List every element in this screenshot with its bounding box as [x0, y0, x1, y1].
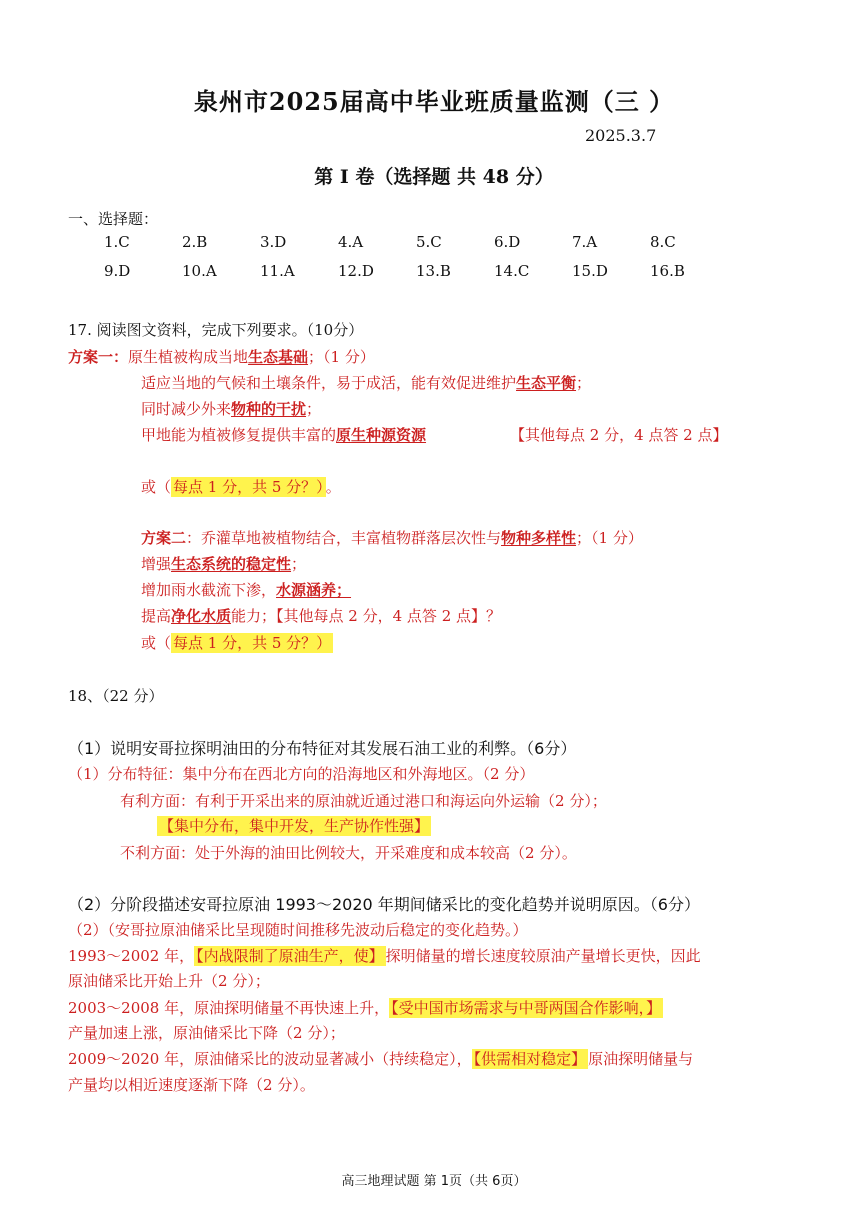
- exam-date: 2025.3.7: [585, 126, 657, 145]
- keyword: 物种多样性: [501, 529, 577, 547]
- q18-part2-answer-3-cont: 产量均以相近速度逐渐下降（2 分）。: [68, 1076, 315, 1094]
- text-run: 或（: [141, 634, 172, 652]
- q17-title: 17. 阅读图文资料，完成下列要求。（10分）: [68, 321, 364, 339]
- text-run: ；: [576, 374, 592, 392]
- keyword: 水源涵养；: [276, 581, 352, 599]
- q18-part2-answer-0: （2）（安哥拉原油储采比呈现随时间推移先波动后稳定的变化趋势。）: [68, 921, 528, 939]
- keyword: 净化水质: [171, 607, 232, 625]
- plan1-label: 方案一：: [68, 348, 129, 366]
- q18-part1-answer-2: 有利方面：有利于开采出来的原油就近通过港口和海运向外运输（2 分）；: [120, 792, 607, 810]
- keyword: 生态基础: [248, 348, 309, 366]
- answer-item: 13.B: [416, 262, 451, 280]
- q18-part2-answer-1-cont: 原油储采比开始上升（2 分）；: [68, 972, 270, 990]
- text-run: ；: [306, 400, 322, 418]
- plan2-label: 方案二: [141, 529, 187, 547]
- plan1-line4: [141, 424, 426, 445]
- plan1-scoring-note: 【其他每点 2 分，4 点答 2 点】: [510, 426, 728, 444]
- text-run: 2009～2020 年，原油储采比的波动显著减小（持续稳定），: [68, 1050, 472, 1068]
- answer-row-1: [104, 233, 728, 251]
- text-run: ；: [291, 555, 307, 573]
- q18-part2-answer-2-cont: 产量加速上涨，原油储采比下降（2 分）；: [68, 1024, 345, 1042]
- q18-part2-answer-3: [68, 1048, 693, 1069]
- answer-item: 5.C: [416, 233, 442, 251]
- text-run: 增强: [141, 555, 172, 573]
- highlight: 【内战限制了原油生产，使】: [196, 947, 384, 965]
- plan2-line4: [141, 605, 501, 626]
- highlight: 每点 1 分，共 5 分？）: [173, 634, 332, 652]
- keyword: 物种的干扰: [231, 400, 307, 418]
- text-run: 能力；【其他每点 2 分，4 点答 2 点】？: [231, 607, 502, 625]
- answer-item: 9.D: [104, 262, 131, 280]
- plan1-line2: [141, 372, 591, 393]
- highlight: 【受中国市场需求与中哥两国合作影响，】: [391, 999, 662, 1017]
- q18-title: 18、（22 分）: [68, 687, 164, 705]
- q18-part1-answer-3: [157, 815, 431, 836]
- answer-item: 12.D: [338, 262, 374, 280]
- answer-item: 2.B: [182, 233, 208, 251]
- answer-item: 11.A: [260, 262, 295, 280]
- plan1-line3: [141, 398, 321, 419]
- text-run: 适应当地的气候和土壤条件，易于成活，能有效促进维护: [141, 374, 517, 392]
- text-run: 原生植被构成当地: [128, 348, 249, 366]
- plan1-line1: [68, 346, 375, 367]
- answer-item: 1.C: [104, 233, 130, 251]
- text-run: ：乔灌草地被植物结合，丰富植物群落层次性与: [186, 529, 502, 547]
- keyword: 生态平衡: [516, 374, 577, 392]
- answer-item: 4.A: [338, 233, 364, 251]
- answer-item: 16.B: [650, 262, 685, 280]
- plan1-or-line: [141, 476, 341, 497]
- answer-item: 14.C: [494, 262, 530, 280]
- text-run: 同时减少外来: [141, 400, 232, 418]
- text-run: 增加雨水截流下渗，: [141, 581, 277, 599]
- text-run: 2003～2008 年，原油探明储量不再快速上升，: [68, 999, 390, 1017]
- answer-item: 8.C: [650, 233, 676, 251]
- plan2-line2: [141, 553, 306, 574]
- plan2-line1: [141, 527, 643, 548]
- text-run: 。: [325, 478, 341, 496]
- text-run: 探明储量的增长速度较原油产量增长更快，因此: [385, 947, 701, 965]
- keyword: 生态系统的稳定性: [171, 555, 292, 573]
- q18-part2-answer-2: [68, 997, 663, 1018]
- text-run: ；（1 分）: [308, 348, 375, 366]
- document-title: 泉州市2025届高中毕业班质量监测（三 ）: [193, 87, 675, 116]
- plan2-line3: [141, 579, 351, 600]
- answer-row-2: [104, 262, 728, 280]
- q18-part1-answer-4: 不利方面：处于外海的油田比例较大，开采难度和成本较高（2 分）。: [120, 844, 577, 862]
- highlight: 【供需相对稳定】: [473, 1050, 587, 1068]
- section-heading: 第 I 卷（选择题 共 48 分）: [314, 166, 554, 188]
- keyword: 原生种源资源: [336, 426, 427, 444]
- answer-item: 7.A: [572, 233, 598, 251]
- highlight: 【集中分布，集中开发，生产协作性强】: [159, 817, 430, 835]
- text-run: 提高: [141, 607, 172, 625]
- text-run: 或（: [141, 478, 172, 496]
- q18-part2-answer-1: [68, 945, 701, 966]
- text-run: 甲地能为植被修复提供丰富的: [141, 426, 337, 444]
- answer-item: 15.D: [572, 262, 608, 280]
- plan2-or-line: [141, 632, 333, 653]
- highlight: 每点 1 分，共 5 分？）: [173, 478, 324, 496]
- answer-item: 6.D: [494, 233, 521, 251]
- q18-part2-question: （2）分阶段描述安哥拉原油 1993～2020 年期间储采比的变化趋势并说明原因。（6分）: [68, 895, 700, 914]
- text-run: ；（1 分）: [576, 529, 643, 547]
- q18-part1-answer-1: （1）分布特征：集中分布在西北方向的沿海地区和外海地区。（2 分）: [68, 765, 535, 783]
- q18-part1-question: （1）说明安哥拉探明油田的分布特征对其发展石油工业的利弊。（6分）: [68, 739, 577, 758]
- part1-label: 一、选择题：: [68, 210, 159, 228]
- text-run: 原油探明储量与: [588, 1050, 694, 1068]
- page-footer: 高三地理试题 第 1页（共 6页）: [341, 1174, 527, 1189]
- answer-item: 3.D: [260, 233, 287, 251]
- answer-item: 10.A: [182, 262, 217, 280]
- text-run: 1993～2002 年，: [68, 947, 195, 965]
